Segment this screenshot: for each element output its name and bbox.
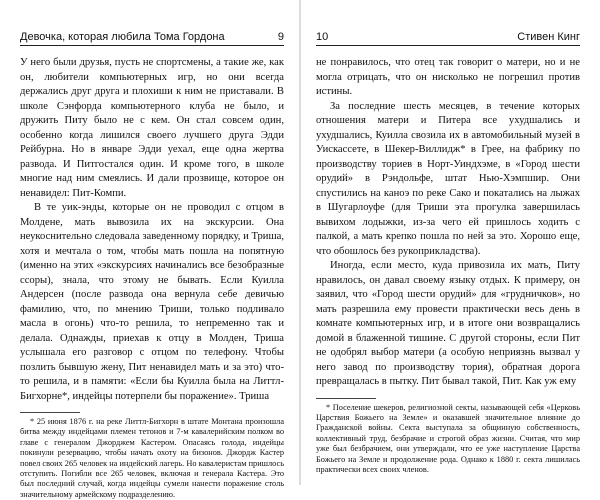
right-running-header bbox=[316, 27, 580, 46]
left-footnote bbox=[20, 417, 284, 500]
left-footnote-text: * 25 июня 1876 г. на реке Литтл-Бигхорн в штате Монтана произошла битва между индейцами племен тетонов и 7-м кавалерийским полком во главе с генералом Джорджем Кастером. Опасаясь голода, индейцы покинули резервацию, чтобы начать охоту на бизонов. Джордж Кастер повел своих 265 человек на индейский лагерь. Но кавалеристам пришлось отступить. Погибли все 265 человек, включая и генерала Кастера. Это был последний случай, когда индейцы сумели нанести поражение столь значительному армейскому подразделению. bbox=[20, 417, 284, 499]
right-page bbox=[300, 0, 600, 485]
right-paragraph: не понравилось, что отец так говорит о матери, но и не могла отрицать, что он нисколько не погрешил против истины. bbox=[316, 57, 580, 97]
left-body-text bbox=[20, 56, 284, 404]
left-paragraph: У него были друзья, пусть не спортсмены, а такие же, как он, любители компьютерных игр, но они всегда держались друг друга и плохиши к ним не приставали. В школе Сэнфорда компьютерного клуба не было, и дружить Питу было не с кем. Он стал совсем один, особенно когда лишился своего лучшего друга Эдди Рейбурна. Но в январе Эдди уехал, еще одна жертва развода. И Питгостался один. И кроме того, в школе многие над ним смеялись. И дали прозвище, которое он ненавидел: Пит-Компи. bbox=[20, 57, 284, 199]
right-footnote bbox=[316, 403, 580, 476]
left-page-number: 9 bbox=[277, 31, 284, 43]
left-paragraph: В те уик-энды, которые он не проводил с отцом в Молдене, мать вывозила их на экскурсии. Она неукоснительно следовала заведенному порядку, и Триша, хотя и мечтала о том, чтобы мать пошла на попятную (именно на этих «экскурсиях начинались все безобразные ссоры), знала, что этому не бывать. Если Куилла Андерсен (после развода она вернула себе девичью фамилию, что, по мнению Триши, только подливало масла в огонь) что-то решила, то непременно так и делала. Однажды, приехав к отцу в Молден, Триша услышала его разговор с отцом по телефону. Чтобы позлить бывшую жену, Пит ненавидел мать и за это) что-то решила, и в памяти: «Если бы Куилла была на Литтл-Бигхорне*, индейцы потерпели бы поражение». Триша bbox=[20, 202, 284, 402]
right-footnote-rule bbox=[316, 398, 376, 399]
left-footnote-rule bbox=[20, 412, 80, 413]
right-paragraph: Иногда, если место, куда привозила их мать, Питу нравилось, он давал своему языку отдых. К примеру, он заявил, что «Город шести орудий» для «грудничков», но мать разрешила ему провести практически весь день в комнате компьютерных игр, и в итоге они возвращались домой в блаженной тишине. С другой стороны, если Пит не одобрял выбор матери (а особую неприязнь вызвал у него завод по производству тория), обратная дорога превращалась в пытку. Пит бывал такой, Пит. Как уж ему bbox=[316, 260, 580, 387]
right-body-text bbox=[316, 56, 580, 390]
left-page bbox=[0, 0, 300, 499]
left-running-header bbox=[20, 27, 284, 46]
right-running-title: Стивен Кинг bbox=[517, 31, 580, 43]
left-running-title: Девочка, которая любила Тома Гордона bbox=[20, 31, 225, 43]
right-footnote-text: * Поселение шекеров, религиозной секты, называющей себя «Церковь Царствия Божьего на Земле» и оказавшей значительное влияние до Гражданской войны. Секта выступала за общинную собственность, коллективный труд, безбрачие и строгой образ жизни. Считая, что мир уже был безбрачием, они утверждали, что ее уже наступление Царства Божьего на Земле и продолжение рода. Однако к 1880 г. секта лишилась практически всех своих членов. bbox=[316, 402, 580, 474]
right-paragraph: За последние шесть месяцев, в течение которых отношения матери и Питера все ухудшались и ухудшались, Куилла свозила их в автомобильный музей в Уискассете, в Шекер-Виллидж* в Грее, на фабрику по производству ториев в Норт-Уиндхэме, в «Город шести орудий» в Рэндольфе, штат Нью-Хэмпшир. Они спустились на каноэ по реке Сако и покатались на лыжах в Шугарлоуфе (для Триши эта прогулка завершилась вывихом лодыжки, из-за чего ей пришлось ходить с палкой, а мать крепко пошла по ней за это. Хорошо еще, что обошлось без рукоприкладства). bbox=[316, 100, 580, 257]
right-page-number: 10 bbox=[316, 31, 329, 43]
